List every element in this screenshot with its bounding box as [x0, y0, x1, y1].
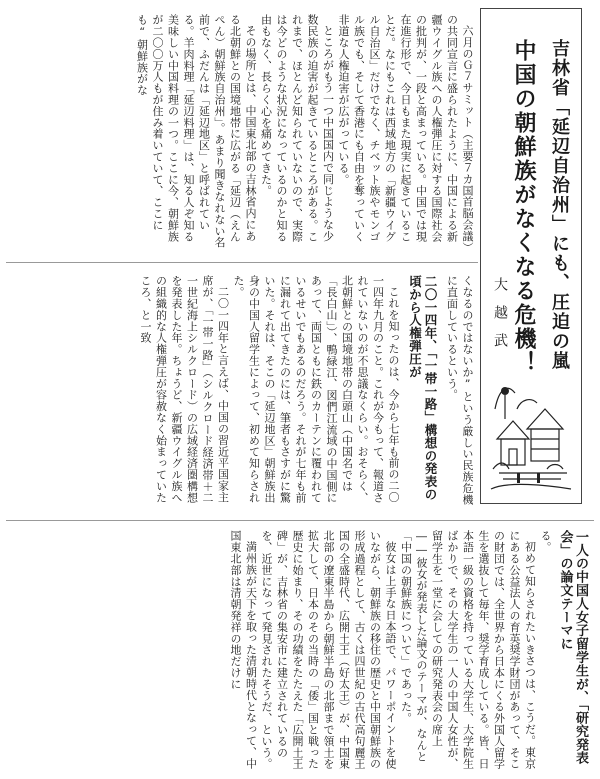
- paragraph: くなるのではないか”という厳しい民族危機に直面しているという。: [445, 275, 474, 505]
- title-box: [480, 8, 582, 504]
- paragraph: 初めて知らされたいきさつは、こうだ。東京にある公益法人の育英奨学財団があって、そこの財団では、全世界から日本にくる外国人留学生を選抜して毎年、奨学育成している。皆、日本語一級の資格を持っている大学生、大学院生ばかりで、その大学生の一人の中国人女性が、留学生を一堂に会しての研究発表会の席上――彼女が発表した論文のテーマが、なんと「中国の朝鮮族について」であった。: [399, 530, 537, 770]
- section-heading: 二〇一四年、「一帯一路」構想の発表の頃から人権弾圧が: [407, 275, 438, 501]
- paragraph: ところがもう一つ中国国内で同じような少数民族の迫害が起きているところがある。これまで、ほとんど知られていないので、実際は今どのような状況になっているのかと知る由もなく、長らく心を痛めてきた。: [259, 14, 335, 242]
- paragraph: 六月のＧ７サミット（主要７カ国首脳会議）の共同宣言に盛られたように、中国による新疆ウイグル族への人権弾圧に対する国際社会の批判が、一段と高まっている。中国では現在進行形で、今日もまた現実に起きていることだ。なにもこれは西域地方の「新疆ウイグル自治区」だけでなく、チベット族やモンゴル族でも、そして香港にも自由を奪っていく非道な人権迫害が広がっている。: [337, 14, 474, 248]
- village-illustration: [487, 369, 575, 497]
- section-heading: 一人の中国人女子留学生が、「研究発表会」の論文テーマに: [557, 530, 588, 765]
- section-divider: [6, 520, 594, 521]
- article-subtitle: 吉林省「延辺自治州」にも、圧迫の嵐: [549, 39, 570, 371]
- article-section-3: [228, 530, 593, 770]
- paragraph: これを知ったのは、今から七年も前の二〇一四年九月のこと。これが今もって、報道されていないのが不思議なくらい。おそらく、北朝鮮との国境地帯の白頭山（中国名では「長白山」）、鴨緑江、図們江流域の中国側にあって、両国ともに鉄のカーテンに覆われているせいでもあるのだろう。それが七年も前に漏れて出てきたのには、筆者もさすがに驚いた。それは、そこの「延辺地区」朝鮮族出身の中国人留学生によって、初めて知らされた。: [232, 275, 400, 504]
- paragraph: 満州族が天下を取った清朝時代となって、中国東北部は清朝発祥の地だけに: [229, 530, 258, 769]
- paragraph: る。: [539, 530, 552, 553]
- paragraph: 二〇一四年と言えば、中国の習近平国家主席が、「一帯一路」（シルクロード経済帯＋二一世紀海上シルクロード）の広域経済圏構想を発表した年。ちょうど、新疆ウイグル族への組織的な人権弾圧が容赦なく始まっていたころ、と一致: [139, 275, 230, 504]
- article-section-2: [138, 275, 476, 511]
- section-divider: [6, 262, 478, 263]
- article-title: 中国の朝鮮族がなくなる危機！: [511, 39, 537, 375]
- paragraph: 彼女は上手な日本語で、パワーポイントを使いながら、朝鮮族の移住の歴史と中国朝鮮族の形成過程として、古くは四世紀の古代高句麗王国の全盛時代、広開土王（好太王）が、中国東北部の遼東半島から朝鮮半島の北部まで領土を拡大して、日本のその当時の「倭」国と戦った歴史に始まり、その功績をたたえた「広開土王碑」が、吉林省の集安市に建立されているのを、近世になって発見されたそうだ、という。: [260, 530, 397, 770]
- author-name: 大越武: [492, 277, 508, 361]
- article-section-1: [134, 14, 475, 250]
- paragraph: その場所とは、中国東北部の吉林省内にある北朝鮮との国境地帯に広がる「延辺（えんぺん）朝鮮族自治州」。あまり聞きなれない名前で、ふだんは「延辺地区」と呼ばれている。羊肉料理「延辺料理」は、知る人ぞ知る美味しい中国料理の一つ。ここに今、朝鮮族が二〇〇万人もが住み着いていて、ここにも“朝鮮族がな: [135, 14, 257, 248]
